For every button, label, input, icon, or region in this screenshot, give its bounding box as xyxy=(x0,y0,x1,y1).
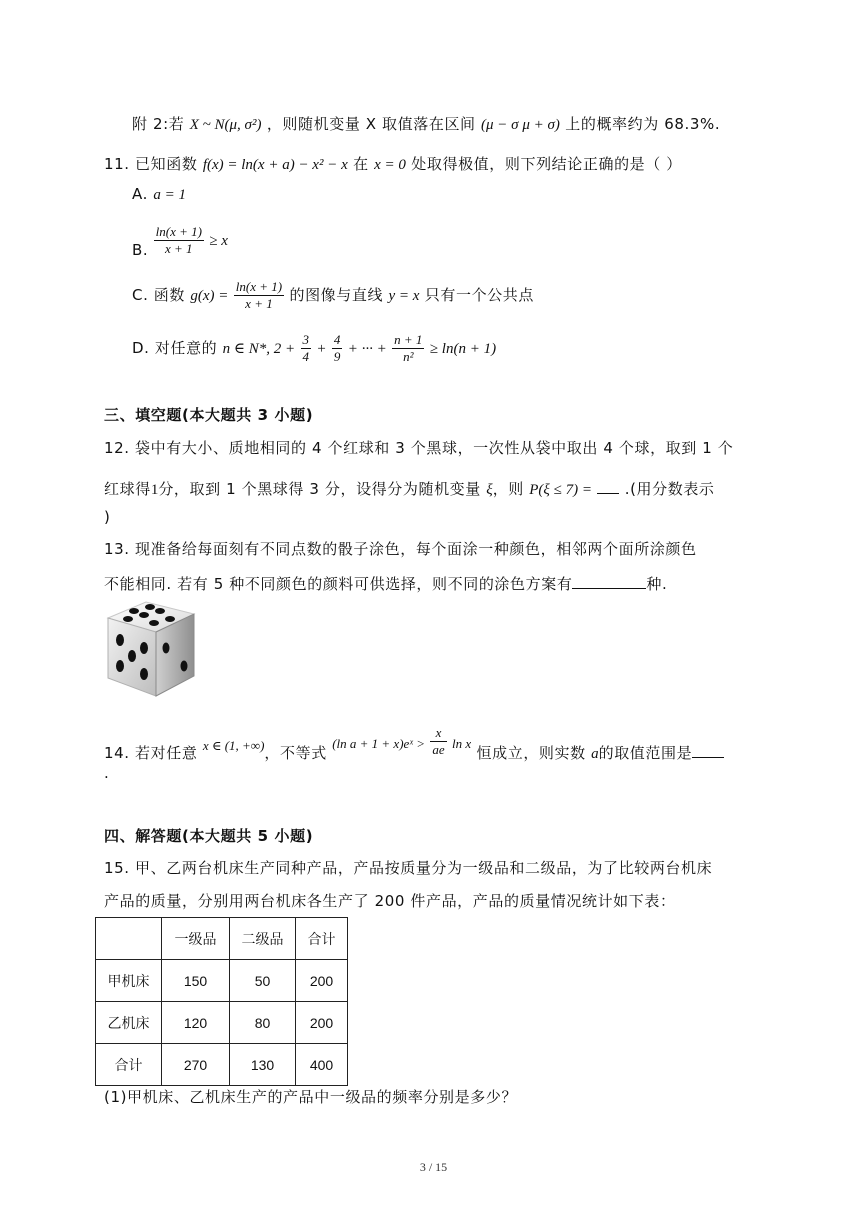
inequality-left: (ln a + 1 + x)eˣ > xyxy=(332,736,425,751)
function-formula: f(x) = ln(x + a) − x² − x xyxy=(202,157,348,173)
option-c-label: C. 函数 xyxy=(132,286,186,304)
table-cell: 80 xyxy=(230,1002,296,1044)
q11-stem-a: 11. 已知函数 xyxy=(104,155,198,173)
inequality-fraction xyxy=(430,725,446,758)
table-header-cell: 一级品 xyxy=(162,918,230,960)
q11-stem xyxy=(104,153,682,176)
domain-formula: x ∈ (1, +∞) xyxy=(202,738,265,753)
table-row xyxy=(96,1002,348,1044)
option-c-fraction xyxy=(234,279,284,312)
option-b-denominator: x + 1 xyxy=(165,241,193,256)
option-c-g: g(x) = xyxy=(190,288,229,304)
option-d-label: D. 对任意的 xyxy=(132,339,218,357)
note2-mid: ，则随机变量 X 取值落在区间 xyxy=(266,115,476,133)
option-d-fraction-2 xyxy=(332,332,343,365)
table-cell: 400 xyxy=(296,1044,348,1086)
option-c-denominator: x + 1 xyxy=(245,296,273,311)
variable-a: a xyxy=(591,746,599,762)
inequality-den: ae xyxy=(432,742,445,757)
q13-line1: 13. 现准备给每面刻有不同点数的骰子涂色，每个面涂一种颜色，相邻两个面所涂颜色 xyxy=(104,540,697,558)
option-b-label: B. xyxy=(132,241,149,259)
table-cell: 合计 xyxy=(96,1044,162,1086)
q14-a: 14. 若对任意 xyxy=(104,744,198,762)
option-b-rest: ≥ x xyxy=(209,233,228,249)
option-d-fraction-1 xyxy=(301,332,312,365)
option-c-numerator: ln(x + 1) xyxy=(235,279,283,294)
q12-score: 1 xyxy=(150,482,159,498)
q12-line2 xyxy=(104,477,715,501)
q14-line1 xyxy=(104,722,724,776)
option-b-fraction xyxy=(154,224,204,257)
option-d-fraction-3 xyxy=(392,332,424,365)
q11-option-b xyxy=(132,220,228,270)
q11-option-c xyxy=(132,275,534,316)
frac1-num: 3 xyxy=(302,332,310,347)
frac1-den: 4 xyxy=(302,349,310,364)
answer-blank-13[interactable] xyxy=(572,572,646,589)
extremum-condition: x = 0 xyxy=(374,157,406,173)
table-header-cell: 合计 xyxy=(296,918,348,960)
xi-variable: ξ xyxy=(486,482,493,498)
table-cell: 甲机床 xyxy=(96,960,162,1002)
q12-line2a: 红球得 xyxy=(104,480,151,498)
frac2-den: 9 xyxy=(333,349,341,364)
q14-b: ，不等式 xyxy=(264,744,327,762)
table-row xyxy=(96,960,348,1002)
option-c-line-formula: y = x xyxy=(388,288,420,304)
q11-stem-c: 处取得极值，则下列结论正确的是（ ） xyxy=(411,155,682,173)
table-row xyxy=(96,1044,348,1086)
q11-option-d xyxy=(132,328,496,369)
q14-d: 的取值范围是 xyxy=(598,744,693,762)
q13-line2b: 种. xyxy=(646,575,668,593)
q12-line2d: ，则 xyxy=(492,480,524,498)
table-header-cell xyxy=(96,918,162,960)
q13-line2a: 不能相同. 若有 5 种不同颜色的颜料可供选择，则不同的涂色方案有 xyxy=(104,575,573,593)
answer-blank-14[interactable] xyxy=(692,741,724,758)
q15-line2: 产品的质量，分别用两台机床各生产了 200 件产品，产品的质量情况统计如下表： xyxy=(104,892,676,910)
table-cell: 200 xyxy=(296,1002,348,1044)
inequality-num: x xyxy=(430,725,446,742)
page-number: 3 / 15 xyxy=(419,1160,448,1174)
q12-line2c: 分，取到 1 个黑球得 3 分，设得分为随机变量 xyxy=(158,480,481,498)
note2-line xyxy=(132,113,720,136)
option-a-formula: a = 1 xyxy=(153,187,186,203)
section-3-heading: 三、填空题(本大题共 3 小题) xyxy=(104,406,314,424)
q14-c: 恒成立，则实数 xyxy=(476,744,586,762)
table-cell: 130 xyxy=(230,1044,296,1086)
q11-option-a xyxy=(132,183,186,206)
inequality-right: ln x xyxy=(452,736,472,751)
q15-sub1: (1)甲机床、乙机床生产的产品中一级品的频率分别是多少？ xyxy=(104,1088,518,1106)
q12-line3: ) xyxy=(104,508,111,526)
table-cell: 乙机床 xyxy=(96,1002,162,1044)
table-cell: 120 xyxy=(162,1002,230,1044)
frac2-num: 4 xyxy=(333,332,341,347)
frac3-num: n + 1 xyxy=(394,332,423,347)
interval-formula: (μ − σ μ + σ) xyxy=(481,117,560,133)
note2-prefix: 附 2:若 xyxy=(132,115,185,133)
frac3-den: n² xyxy=(403,349,414,364)
q15-line1: 15. 甲、乙两台机床生产同种产品，产品按质量分为一级品和二级品，为了比较两台机床 xyxy=(104,859,713,877)
table-header-cell: 二级品 xyxy=(230,918,296,960)
option-d-end: ≥ ln(n + 1) xyxy=(429,341,497,357)
probability-formula: P(ξ ≤ 7) = xyxy=(529,482,592,498)
option-c-mid: 的图像与直线 xyxy=(289,286,384,304)
option-a-label: A. xyxy=(132,185,148,203)
ellipsis-sum: + ··· + xyxy=(347,341,387,357)
table-cell: 150 xyxy=(162,960,230,1002)
answer-blank-12[interactable] xyxy=(597,477,619,494)
q14-line2: . xyxy=(104,764,110,782)
table-cell: 200 xyxy=(296,960,348,1002)
section-4-heading: 四、解答题(本大题共 5 小题) xyxy=(104,827,314,845)
q12-line1: 12. 袋中有大小、质地相同的 4 个红球和 3 个黑球，一次性从袋中取出 4 个球，取到 1 个 xyxy=(104,439,734,457)
table-header-row xyxy=(96,918,348,960)
table-cell: 50 xyxy=(230,960,296,1002)
quality-table xyxy=(95,917,348,1086)
q11-stem-b: 在 xyxy=(353,155,369,173)
option-b-numerator: ln(x + 1) xyxy=(155,224,202,239)
normal-distribution-formula: X ~ N(μ, σ²) xyxy=(189,117,262,133)
note2-suffix: 上的概率约为 68.3%. xyxy=(565,115,721,133)
option-c-end: 只有一个公共点 xyxy=(424,286,534,304)
dice-image xyxy=(100,596,200,700)
table-cell: 270 xyxy=(162,1044,230,1086)
option-d-prefix: n ∈ N*, 2 + xyxy=(222,341,296,357)
plus-sign: + xyxy=(316,341,327,357)
q13-line2 xyxy=(104,572,667,595)
q12-line2e: .(用分数表示 xyxy=(624,480,715,498)
